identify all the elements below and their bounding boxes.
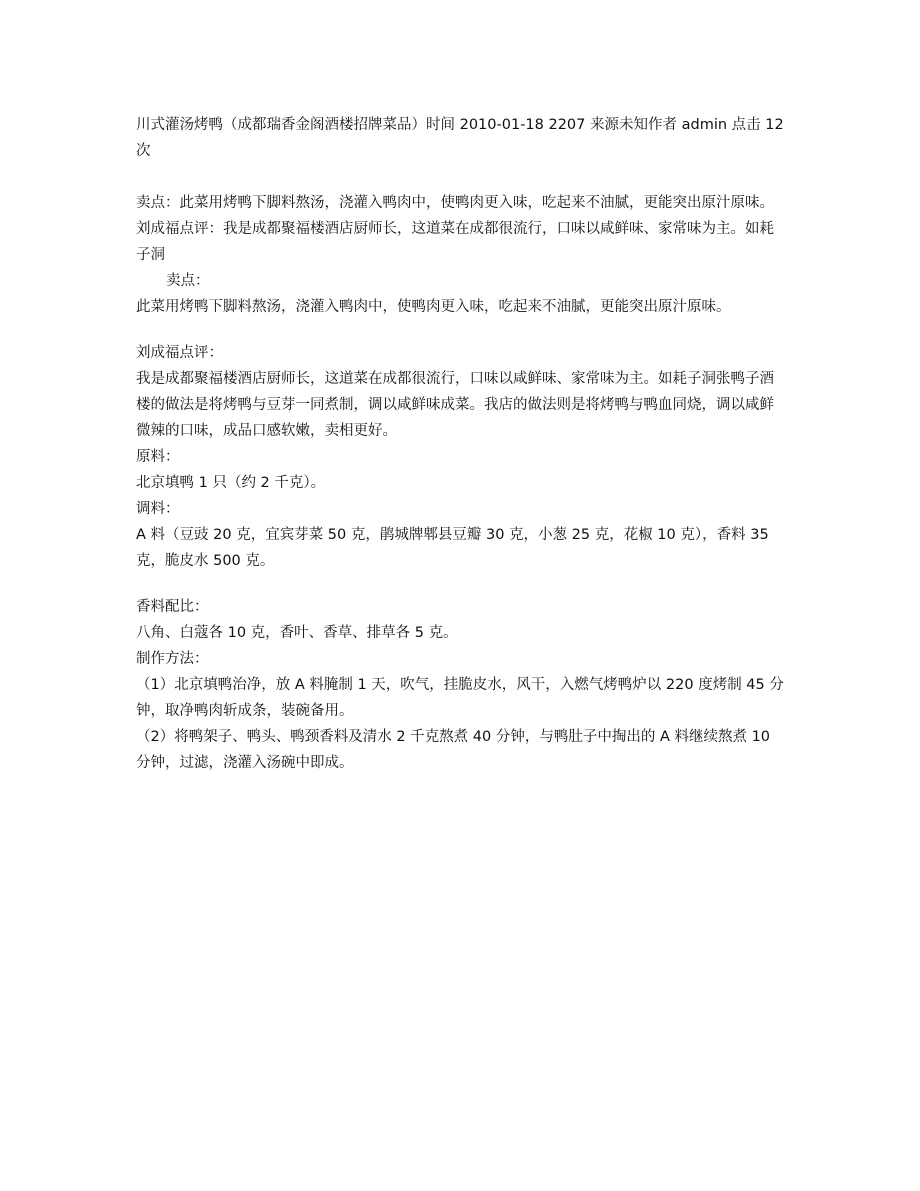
article-title-meta: 川式灌汤烤鸭（成都瑞香金阁酒楼招牌菜品）时间 2010-01-18 2207 来源未知作者 admin 点击 12 次	[136, 117, 784, 159]
selling-point-heading: 卖点：	[166, 273, 210, 289]
method-step-1: （1）北京填鸭治净，放 A 料腌制 1 天，吹气，挂脆皮水，风干，入燃气烤鸭炉以 220 度烤制 45 分钟，取净鸭肉斩成条，装碗备用。	[136, 677, 784, 719]
spacer	[136, 320, 786, 340]
selling-point-body: 此菜用烤鸭下脚料熬汤，浇灌入鸭肉中，使鸭肉更入味，吃起来不油腻，更能突出原汁原味。	[136, 299, 731, 315]
ingredients-heading: 原料：	[136, 449, 180, 465]
seasoning-heading: 调料：	[136, 501, 180, 517]
ingredients-body: 北京填鸭 1 只（约 2 千克）。	[136, 475, 326, 491]
spice-ratio-heading: 香料配比：	[136, 599, 209, 615]
method-heading: 制作方法：	[136, 651, 209, 667]
seasoning-body: A 料（豆豉 20 克，宜宾芽菜 50 克，鹃城牌郫县豆瓣 30 克，小葱 25 克，花椒 10 克），香料 35 克，脆皮水 500 克。	[136, 527, 769, 569]
spacer	[136, 574, 786, 594]
spice-ratio-body: 八角、白蔻各 10 克，香叶、香草、排草各 5 克。	[136, 625, 458, 641]
review-body: 我是成都聚福楼酒店厨师长，这道菜在成都很流行，口味以咸鲜味、家常味为主。如耗子洞张鸭子酒楼的做法是将烤鸭与豆芽一同煮制，调以咸鲜味成菜。我店的做法则是将烤鸭与鸭血同烧，调以咸鲜微辣的口味，成品口感软嫩，卖相更好。	[136, 371, 774, 439]
document-page	[136, 112, 786, 776]
method-step-2: （2）将鸭架子、鸭头、鸭颈香料及清水 2 千克熬煮 40 分钟，与鸭肚子中掏出的 A 料继续熬煮 10 分钟，过滤，浇灌入汤碗中即成。	[136, 729, 771, 771]
review-heading: 刘成福点评：	[136, 345, 223, 361]
summary-paragraph: 卖点：此菜用烤鸭下脚料熬汤，浇灌入鸭肉中，使鸭肉更入味，吃起来不油腻，更能突出原汁原味。刘成福点评：我是成都聚福楼酒店厨师长，这道菜在成都很流行，口味以咸鲜味、家常味为主。如耗子洞	[136, 195, 774, 263]
